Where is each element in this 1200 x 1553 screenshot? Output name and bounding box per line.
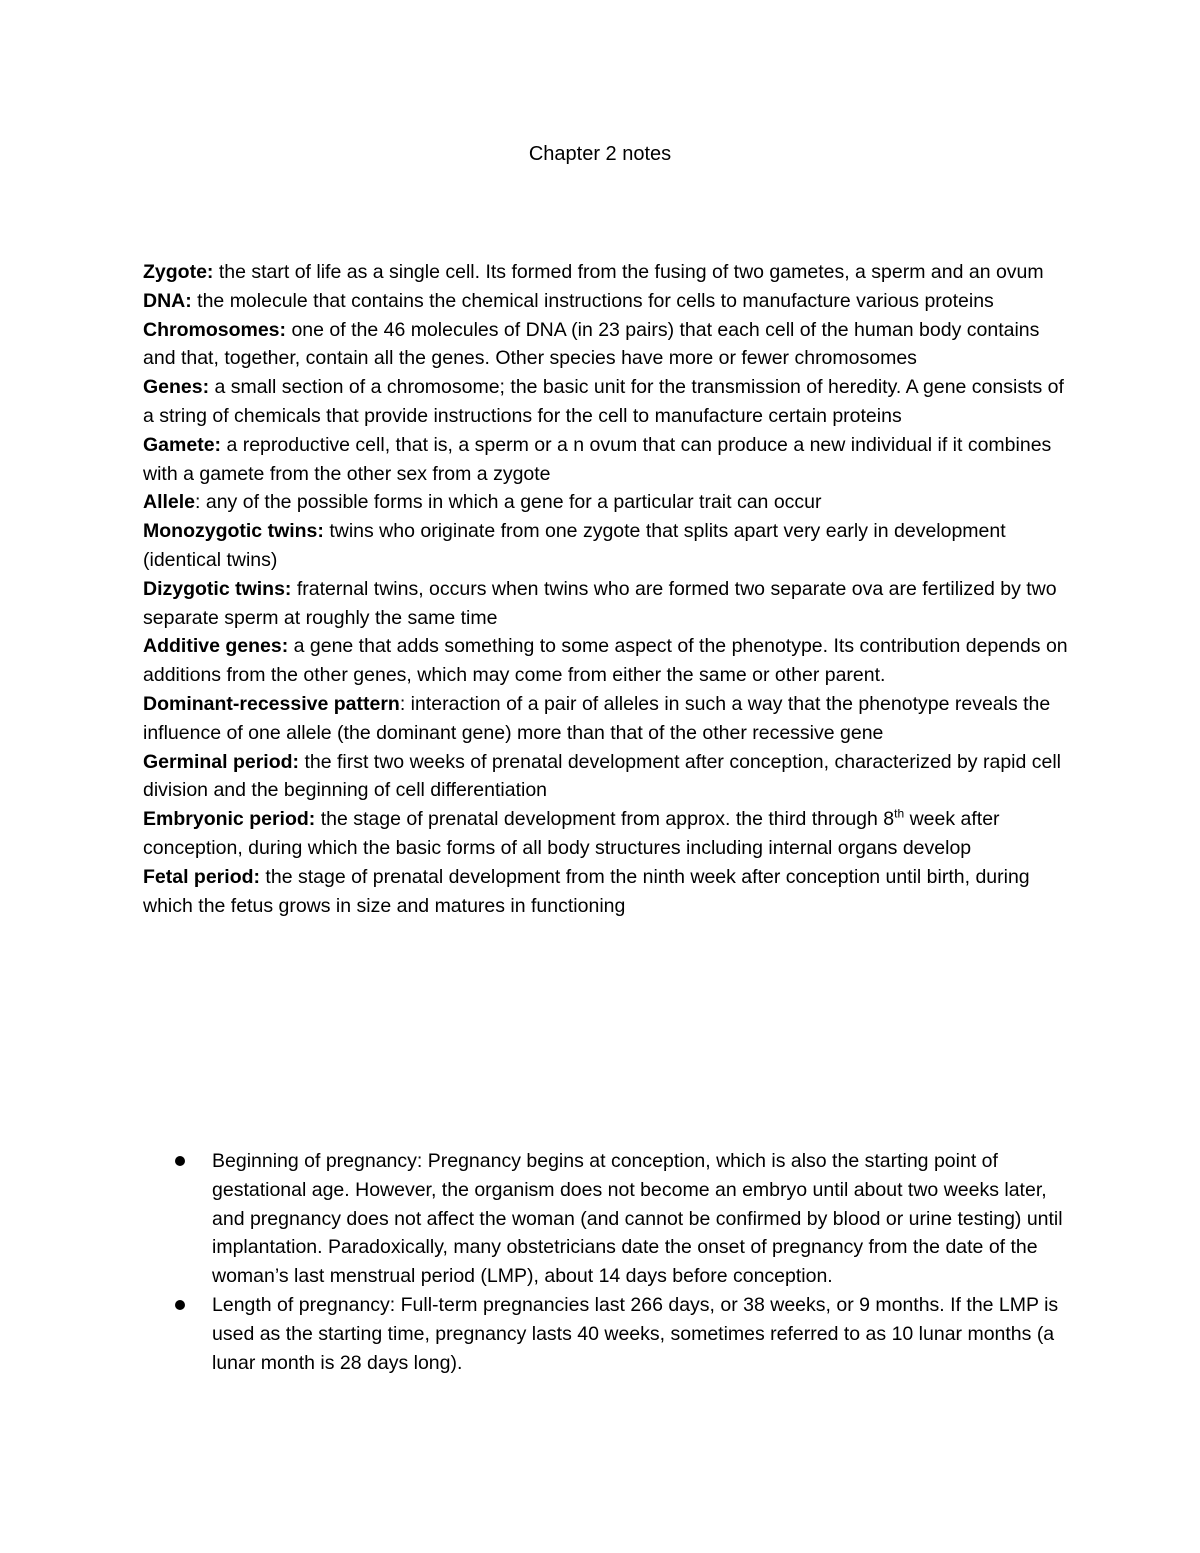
definition-genes bbox=[143, 373, 1068, 431]
bullet-text: Length of pregnancy: Full-term pregnancies last 266 days, or 38 weeks, or 9 months. If the LMP is used as the starting time, pregnancy lasts 40 weeks, sometimes referred to as 10 lunar months (a lunar month is 28 days long). bbox=[212, 1293, 1059, 1374]
term-label: Genes: bbox=[143, 376, 210, 399]
definition-text: : any of the possible forms in which a gene for a particular trait can occur bbox=[195, 491, 822, 514]
term-label: Zygote: bbox=[143, 261, 214, 283]
bullet-length-of-pregnancy bbox=[143, 1291, 1068, 1377]
ordinal-superscript: th bbox=[894, 806, 905, 821]
bullet-icon bbox=[175, 1300, 185, 1310]
definition-chromosomes bbox=[143, 316, 1068, 374]
definition-text: a small section of a chromosome; the basic unit for the transmission of heredity. A gene consists of a string of chemicals that provide instructions for the cell to manufacture certain proteins bbox=[143, 376, 1064, 427]
definition-text: the stage of prenatal development from approx. the third through 8 bbox=[315, 808, 895, 831]
definition-dna bbox=[143, 287, 1068, 316]
definition-text: twins who originate from one zygote that splits apart very early in development (identical twins) bbox=[143, 520, 1006, 571]
definition-dizygotic-twins bbox=[143, 575, 1068, 633]
term-label: Additive genes: bbox=[143, 635, 289, 658]
definition-text: : interaction of a pair of alleles in such a way that the phenotype reveals the influence of one allele (the dominant gene) more than that of the other recessive gene bbox=[143, 692, 1051, 744]
definition-text-continued: week after conception, during which the basic forms of all body structures including internal organs develop bbox=[143, 808, 1000, 859]
definition-text: a gene that adds something to some aspect of the phenotype. Its contribution depends on additions from the other genes, which may come from either the same or other parent. bbox=[143, 635, 1068, 687]
definition-dominant-recessive bbox=[143, 690, 1068, 748]
bullet-list bbox=[143, 1147, 1068, 1377]
definition-gamete bbox=[143, 431, 1068, 489]
page-title: Chapter 2 notes bbox=[528, 143, 672, 165]
definition-zygote bbox=[143, 258, 1068, 287]
definition-germinal-period bbox=[143, 748, 1068, 806]
term-label: Gamete: bbox=[143, 433, 222, 456]
definition-text: the molecule that contains the chemical instructions for cells to manufacture various proteins bbox=[191, 289, 994, 312]
term-label: Embryonic period: bbox=[143, 808, 316, 831]
term-label: DNA: bbox=[143, 289, 192, 312]
term-label: Monozygotic twins: bbox=[143, 520, 324, 543]
definition-fetal-period bbox=[143, 863, 1068, 921]
definition-text: fraternal twins, occurs when twins who are formed two separate ova are fertilized by two separate sperm at roughly the same time bbox=[143, 577, 1057, 629]
bullet-icon bbox=[175, 1156, 185, 1166]
definition-embryonic-period bbox=[143, 805, 1068, 863]
bullet-beginning-of-pregnancy bbox=[143, 1147, 1068, 1291]
term-label: Chromosomes: bbox=[143, 318, 287, 341]
term-label: Fetal period: bbox=[143, 865, 261, 888]
definition-text: the first two weeks of prenatal development after conception, characterized by rapid cell division and the beginning of cell differentiation bbox=[143, 750, 1062, 802]
definition-text: one of the 46 molecules of DNA (in 23 pairs) that each cell of the human body contains and that, together, contain all the genes. Other species have more or fewer chromosomes bbox=[143, 318, 1040, 370]
definition-text: the stage of prenatal development from the ninth week after conception until birth, during which the fetus grows in size and matures in functioning bbox=[143, 865, 1030, 917]
definition-allele bbox=[143, 488, 1068, 517]
definition-text: the start of life as a single cell. Its formed from the fusing of two gametes, a sperm and an ovum bbox=[213, 261, 1044, 283]
definition-additive-genes bbox=[143, 632, 1068, 690]
definition-monozygotic-twins bbox=[143, 517, 1068, 575]
term-label: Allele bbox=[143, 491, 196, 514]
bullet-text: Beginning of pregnancy: Pregnancy begins at conception, which is also the starting point of gestational age. However, the organism does not become an embryo until about two weeks later, and pregnancy does not affect the woman (and cannot be confirmed by blood or urine testing) until implantation. Paradoxically, many obstetricians date the onset of pregnancy from the date of the woman’s last menstrual period (LMP), about 14 days before conception. bbox=[212, 1150, 1063, 1288]
definitions-list bbox=[143, 258, 1068, 920]
definition-text: a reproductive cell, that is, a sperm or a n ovum that can produce a new individual if it combines with a gamete from the other sex from a zygote bbox=[143, 433, 1052, 485]
term-label: Dominant-recessive pattern bbox=[143, 692, 400, 715]
term-label: Dizygotic twins: bbox=[143, 577, 292, 600]
term-label: Germinal period: bbox=[143, 750, 300, 773]
